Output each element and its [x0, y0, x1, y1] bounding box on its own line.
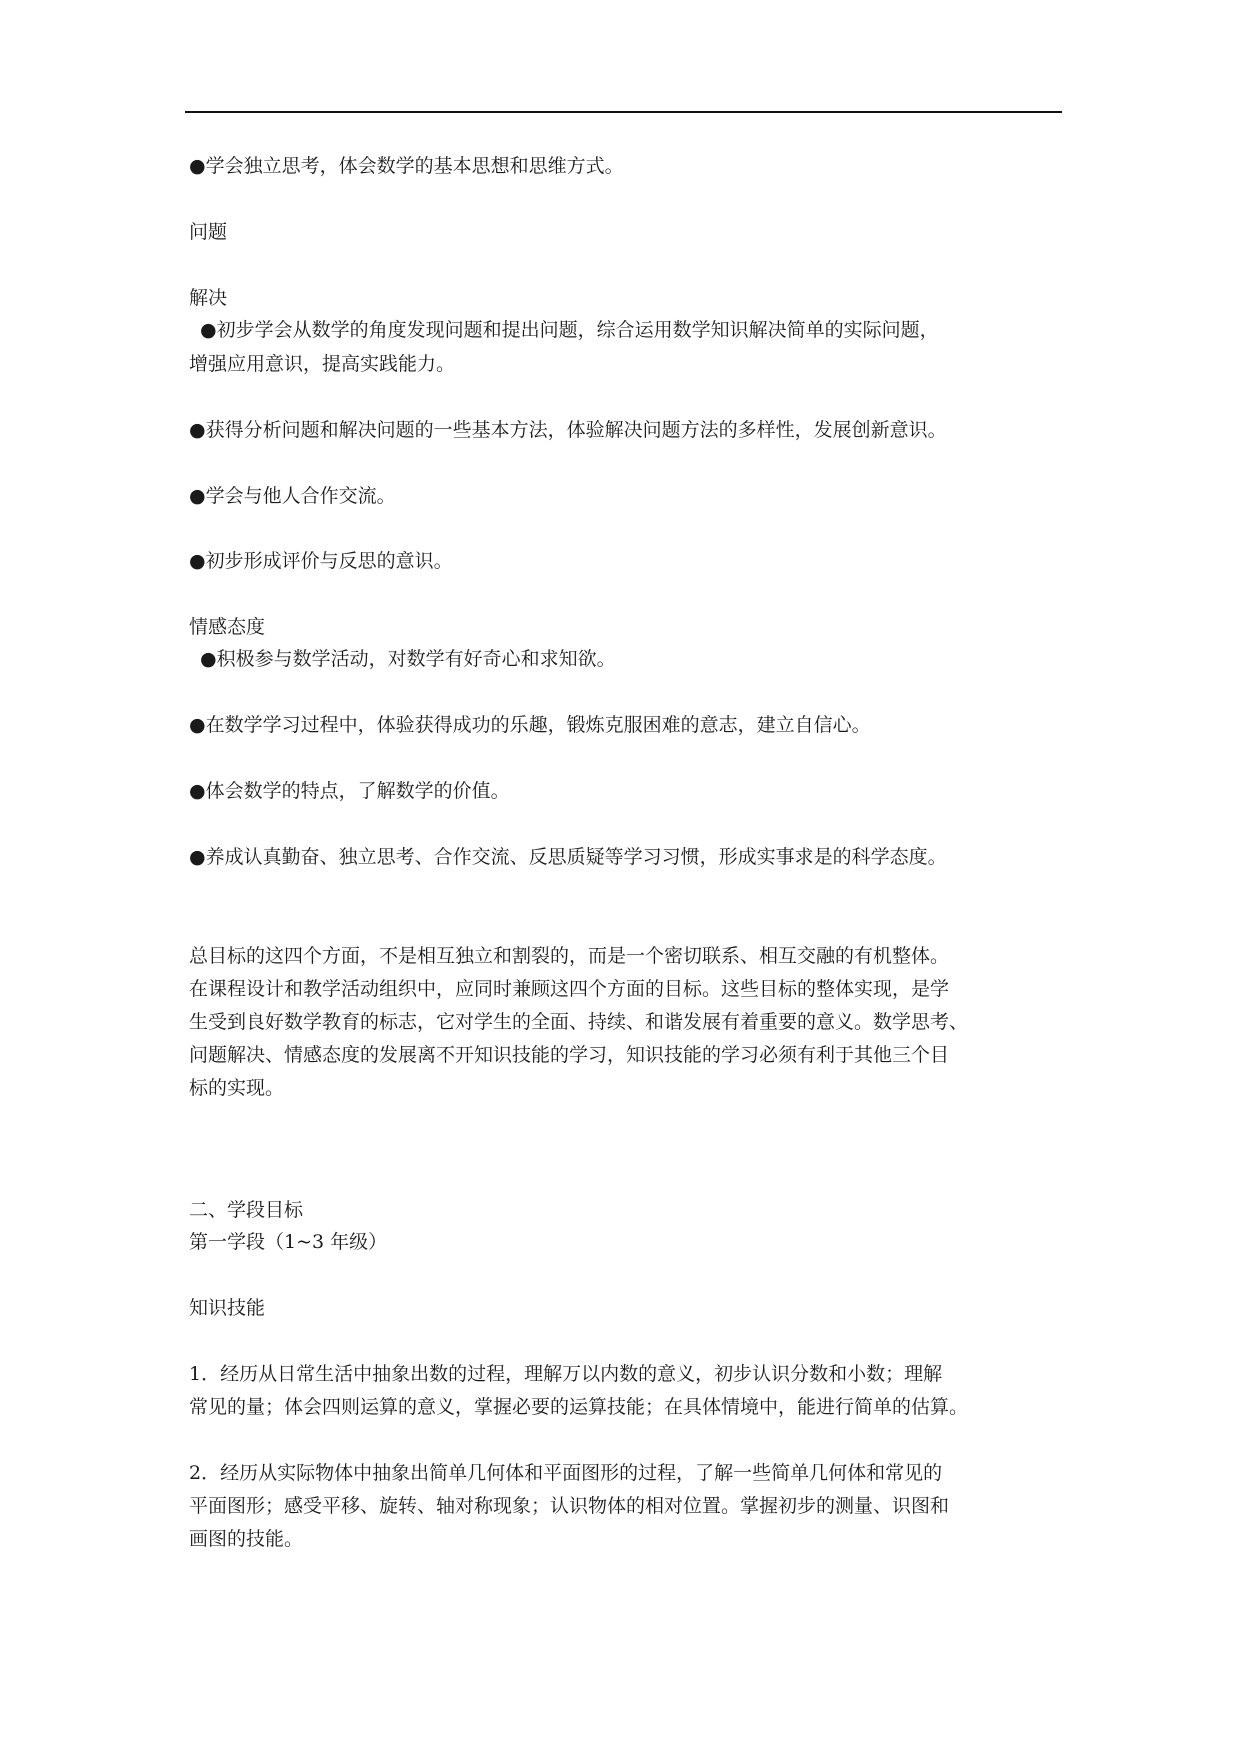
section-label: 解决: [189, 287, 228, 309]
paragraph-line: 在课程设计和教学活动组织中，应同时兼顾这四个方面的目标。这些目标的整体实现，是学: [189, 978, 950, 1000]
bullet-line: ●养成认真勤奋、独立思考、合作交流、反思质疑等学习习惯，形成实事求是的科学态度。: [189, 846, 947, 868]
bullet-line: ●初步形成评价与反思的意识。: [189, 550, 453, 572]
bullet-line: ●初步学会从数学的角度发现问题和提出问题，综合运用数学知识解决简单的实际问题，: [200, 319, 939, 341]
section-label: 问题: [189, 221, 228, 243]
header-rule: [185, 111, 1062, 113]
paragraph-line: 标的实现。: [189, 1077, 285, 1099]
bullet-line: ●积极参与数学活动，对数学有好奇心和求知欲。: [200, 648, 616, 670]
paragraph-line: 问题解决、情感态度的发展离不开知识技能的学习，知识技能的学习必须有利于其他三个目: [189, 1044, 950, 1066]
numbered-item-line: 2．经历从实际物体中抽象出简单几何体和平面图形的过程，了解一些简单几何体和常见的: [189, 1462, 943, 1484]
bullet-line: ●学会独立思考，体会数学的基本思想和思维方式。: [189, 155, 624, 177]
section-heading: 二、学段目标: [189, 1199, 304, 1221]
bullet-line: ●学会与他人合作交流。: [189, 485, 396, 507]
section-label: 知识技能: [189, 1297, 266, 1319]
section-label: 情感态度: [189, 616, 266, 638]
paragraph-line: 总目标的这四个方面，不是相互独立和割裂的，而是一个密切联系、相互交融的有机整体。: [189, 945, 950, 967]
bullet-line: ●获得分析问题和解决问题的一些基本方法，体验解决问题方法的多样性，发展创新意识。: [189, 419, 947, 441]
paragraph-line: 生受到良好数学教育的标志，它对学生的全面、持续、和谐发展有着重要的意义。数学思考、: [189, 1011, 969, 1033]
numbered-item-line: 常见的量；体会四则运算的意义，掌握必要的运算技能；在具体情境中，能进行简单的估算。: [189, 1396, 969, 1418]
bullet-line: ●在数学学习过程中，体验获得成功的乐趣，锻炼克服困难的意志，建立自信心。: [189, 714, 871, 736]
bullet-line: ●体会数学的特点，了解数学的价值。: [189, 780, 510, 802]
numbered-item-line: 画图的技能。: [189, 1528, 304, 1550]
numbered-item-line: 平面图形；感受平移、旋转、轴对称现象；认识物体的相对位置。掌握初步的测量、识图和: [189, 1495, 950, 1517]
subsection-heading: 第一学段（1~3 年级）: [189, 1231, 388, 1253]
numbered-item-line: 1．经历从日常生活中抽象出数的过程，理解万以内数的意义，初步认识分数和小数；理解: [189, 1363, 943, 1385]
bullet-line-continued: 增强应用意识，提高实践能力。: [189, 353, 456, 375]
